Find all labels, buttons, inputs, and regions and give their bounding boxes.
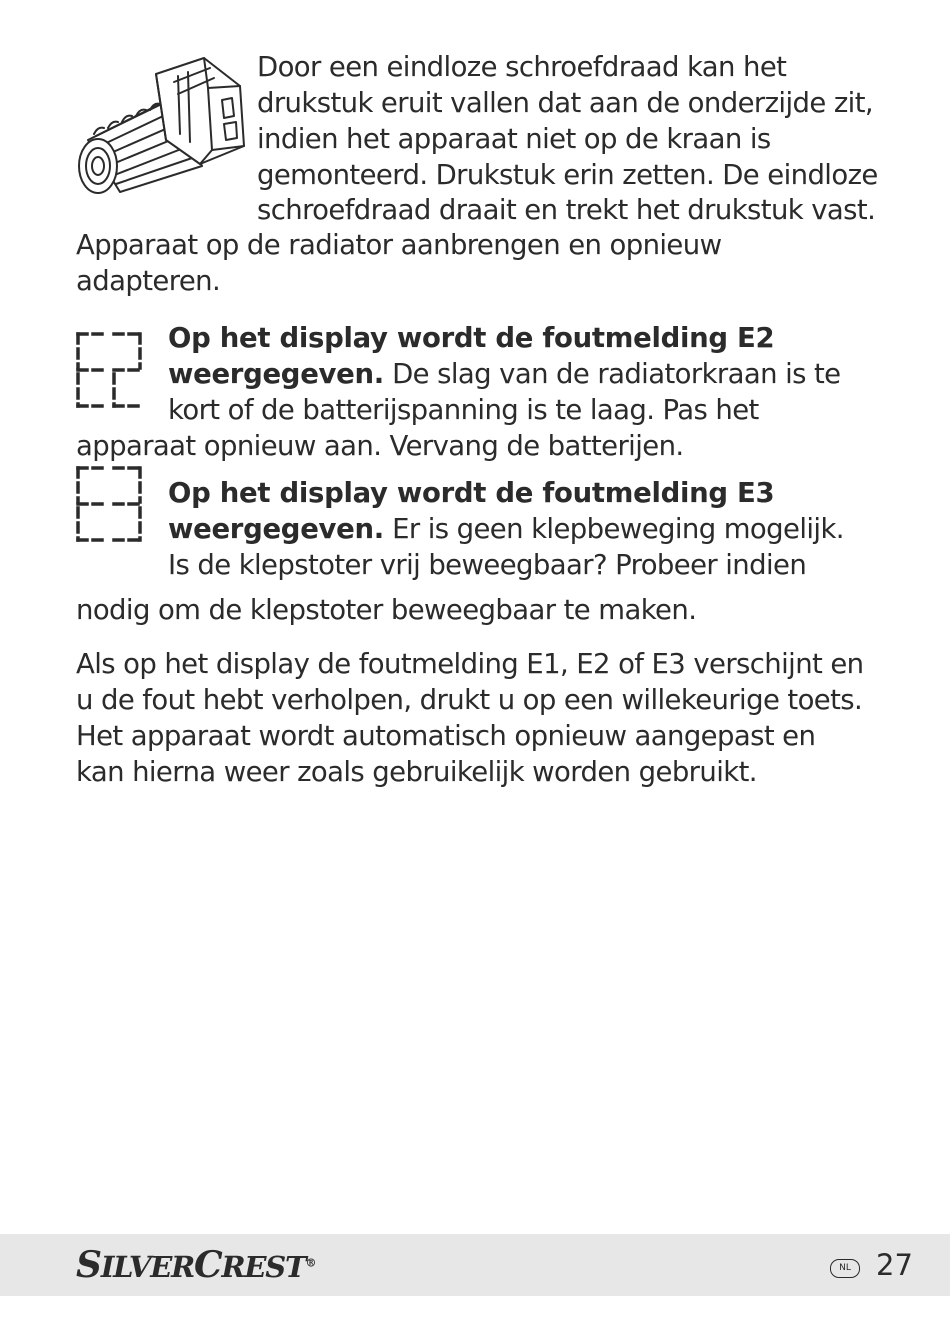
e2-line-2 [168,356,841,392]
outro-line-2: u de fout hebt verholpen, drukt u op een willekeurige toets. [76,684,863,716]
intro-line-5: schroefdraad draait en trekt het drukstuk vast. [257,194,876,226]
display-e2-icon [74,330,144,412]
e2-heading-continued: weergegeven. [168,358,384,390]
e3-heading-continued: weergegeven. [168,513,384,545]
e3-line-2 [168,511,844,547]
e2-line-4: apparaat opnieuw aan. Vervang de batterijen. [76,430,684,462]
intro-line-1: Door een eindloze schroefdraad kan het [257,51,787,83]
e2-line-2-text: De slag van de radiatorkraan is te [383,358,841,390]
intro-line-6: Apparaat op de radiator aanbrengen en opnieuw [76,229,722,261]
registered-mark: ® [305,1256,316,1270]
brand-rest: REST [221,1250,306,1284]
language-badge: NL [830,1259,860,1278]
outro-line-3: Het apparaat wordt automatisch opnieuw aangepast en [76,720,816,752]
brand-ilver: ILVER [100,1250,195,1284]
outro-line-1: Als op het display de foutmelding E1, E2 of E3 verschijnt en [76,648,864,680]
e3-heading: Op het display wordt de foutmelding E3 [168,477,775,509]
intro-line-7: adapteren. [76,265,221,297]
brand-letter-c: C [194,1244,222,1286]
e3-line-4: nodig om de klepstoter beweegbaar te maken. [76,594,697,626]
display-e3-icon [74,464,144,546]
e2-heading: Op het display wordt de foutmelding E2 [168,322,775,354]
intro-line-4: gemonteerd. Drukstuk erin zetten. De eindloze [257,159,878,191]
intro-line-2: drukstuk eruit vallen dat aan de onderzijde zit, [257,87,874,119]
page-footer [0,1234,950,1296]
intro-line-3: indien het apparaat niet op de kraan is [257,123,771,155]
outro-line-4: kan hierna weer zoals gebruikelijk worden gebruikt. [76,756,757,788]
page-number: 27 [876,1248,913,1282]
e3-line-2-text: Er is geen klepbeweging mogelijk. [383,513,844,545]
e2-line-3: kort of de batterijspanning is te laag. Pas het [168,394,759,426]
brand-letter-s: S [76,1244,101,1286]
screw-fitting-illustration [74,54,250,196]
e3-line-3: Is de klepstoter vrij beweegbaar? Probeer indien [168,549,807,581]
silvercrest-logo [76,1244,315,1286]
